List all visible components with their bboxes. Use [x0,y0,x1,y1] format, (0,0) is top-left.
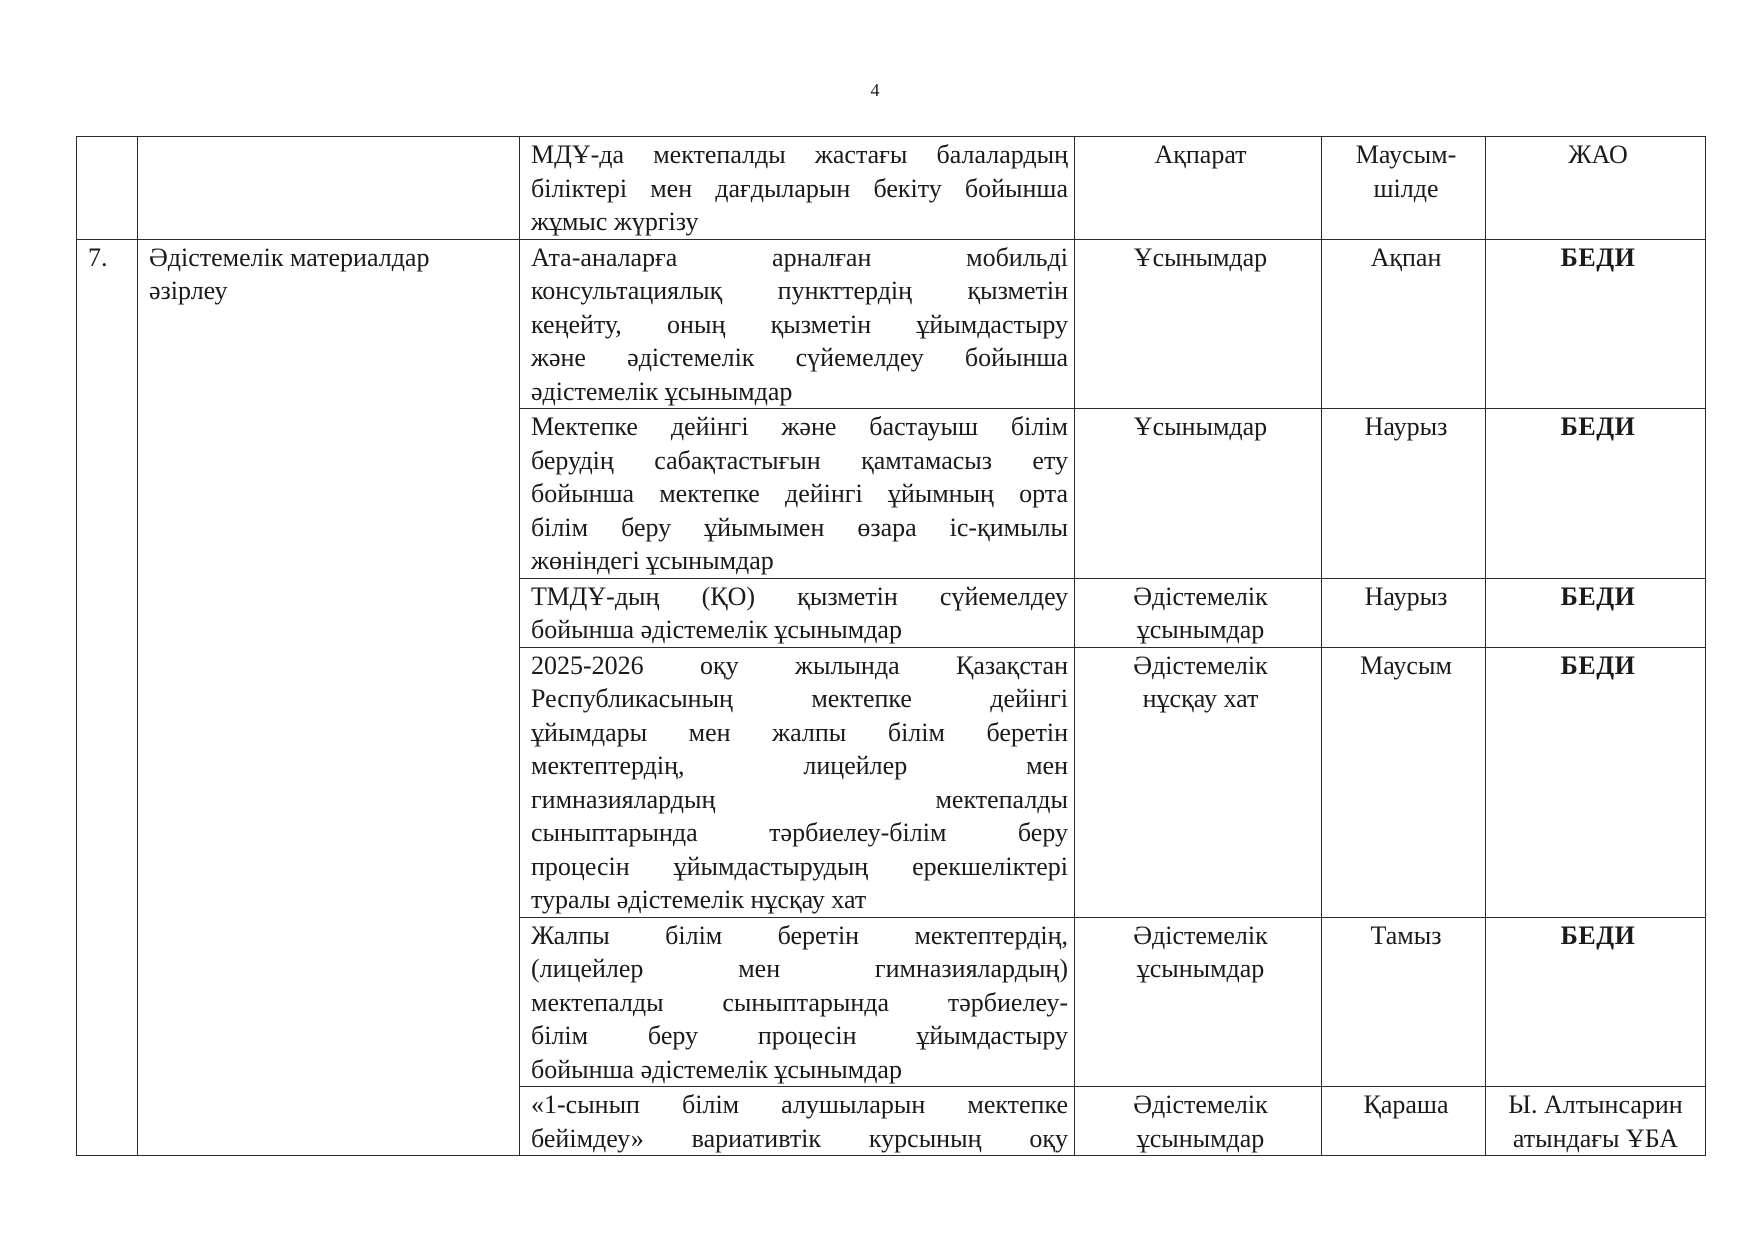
term-cell: Тамыз [1322,917,1486,1087]
task-cell [520,647,1075,917]
task-cell [520,239,1075,409]
task-line: МДҰ-да мектепалды жастағы балалардың [531,140,1068,169]
task-cell [520,1087,1075,1156]
form-cell [1075,578,1322,647]
term-cell: Қараша [1322,1087,1486,1156]
task-line: процесін ұйымдастырудың ерекшеліктері [531,851,1068,881]
task-line: бейімдеу» вариативтік курсының оқу [531,1123,1068,1153]
form-cell: Ұсынымдар [1075,409,1322,579]
task-line: берудің сабақтастығын қамтамасыз ету [531,445,1068,475]
task-line: білім беру ұйымымен өзара іс-қимылы [531,512,1068,542]
task-line: және әдістемелік сүйемелдеу бойынша [531,343,1068,372]
task-line: кеңейту, оның қызметін ұйымдастыру [531,309,1068,339]
term-text: Маусым-шілде [1355,140,1457,203]
section-cell [138,239,520,1156]
task-cell [520,137,1075,240]
table-row [77,137,1706,240]
task-cell [520,409,1075,579]
page-number: 4 [870,80,880,100]
term-cell: Ақпан [1322,239,1486,409]
task-line: сыныптарында тәрбиелеу-білім беру [531,818,1068,847]
plan-table [76,136,1706,1156]
task-line: «1-сынып білім алушыларын мектепке [531,1090,1068,1119]
responsible-cell: БЕДИ [1486,917,1706,1087]
task-line: Мектепке дейінгі және бастауыш білім [531,412,1068,441]
task-line: Ата-аналарға арналған мобильді [531,242,1068,272]
form-cell: Ақпарат [1075,137,1322,240]
term-cell: Наурыз [1322,409,1486,579]
task-line: жөніндегі ұсынымдар [531,546,774,575]
term-cell: Маусым [1322,647,1486,917]
task-line: мектептердің, лицейлер мен [531,751,1068,780]
term-cell: Наурыз [1322,578,1486,647]
task-line: туралы әдістемелік нұсқау хат [531,885,867,914]
responsible-cell: БЕДИ [1486,647,1706,917]
task-line: ұйымдары мен жалпы білім беретін [531,717,1068,747]
responsible-cell [1486,1087,1706,1156]
task-line: бойынша әдістемелік ұсынымдар [531,615,902,644]
form-text: Әдістемелік ұсынымдар [1133,1090,1268,1153]
table-row [77,239,1706,409]
task-line: 2025-2026 оқу жылында Қазақстан [531,650,1068,680]
form-text: Әдістемелік ұсынымдар [1133,581,1268,644]
task-line: біліктері мен дағдыларын бекіту бойынша [531,173,1068,203]
form-text: Әдістемелік нұсқау хат [1133,650,1268,713]
form-text: Әдістемелік ұсынымдар [1133,920,1268,983]
form-cell [1075,917,1322,1087]
task-line: (лицейлер мен гимназиялардың) [531,954,1068,983]
task-line: мектепалды сыныптарында тәрбиелеу- [531,987,1068,1017]
task-line: білім беру процесін ұйымдастыру [531,1021,1068,1050]
section-title: Әдістемелік материалдар әзірлеу [149,242,430,305]
task-line: жұмыс жүргізу [531,207,699,236]
row-number-cell: 7. [77,239,138,1156]
form-cell: Ұсынымдар [1075,239,1322,409]
task-cell [520,578,1075,647]
section-cell [138,137,520,240]
task-line: ТМДҰ-дың (ҚО) қызметін сүйемелдеу [531,581,1068,611]
task-cell [520,917,1075,1087]
task-line: әдістемелік ұсынымдар [531,376,793,406]
responsible-cell: БЕДИ [1486,409,1706,579]
task-line: консультациялық пункттердің қызметін [531,276,1068,305]
row-number-cell [77,137,138,240]
plan-table-body [77,137,1706,1156]
task-line: гимназиялардың мектепалды [531,784,1068,814]
responsible-cell: ЖАО [1486,137,1706,240]
form-cell [1075,1087,1322,1156]
task-line: бойынша әдістемелік ұсынымдар [531,1054,902,1084]
task-line: Республикасының мектепке дейінгі [531,684,1068,713]
task-line: бойынша мектепке дейінгі ұйымның орта [531,479,1068,508]
task-line: Жалпы білім беретін мектептердің, [531,920,1068,950]
form-cell [1075,647,1322,917]
term-cell [1322,137,1486,240]
responsible-text: Ы. Алтынсарин атындағы ҰБА [1508,1090,1683,1153]
responsible-cell: БЕДИ [1486,239,1706,409]
responsible-cell: БЕДИ [1486,578,1706,647]
